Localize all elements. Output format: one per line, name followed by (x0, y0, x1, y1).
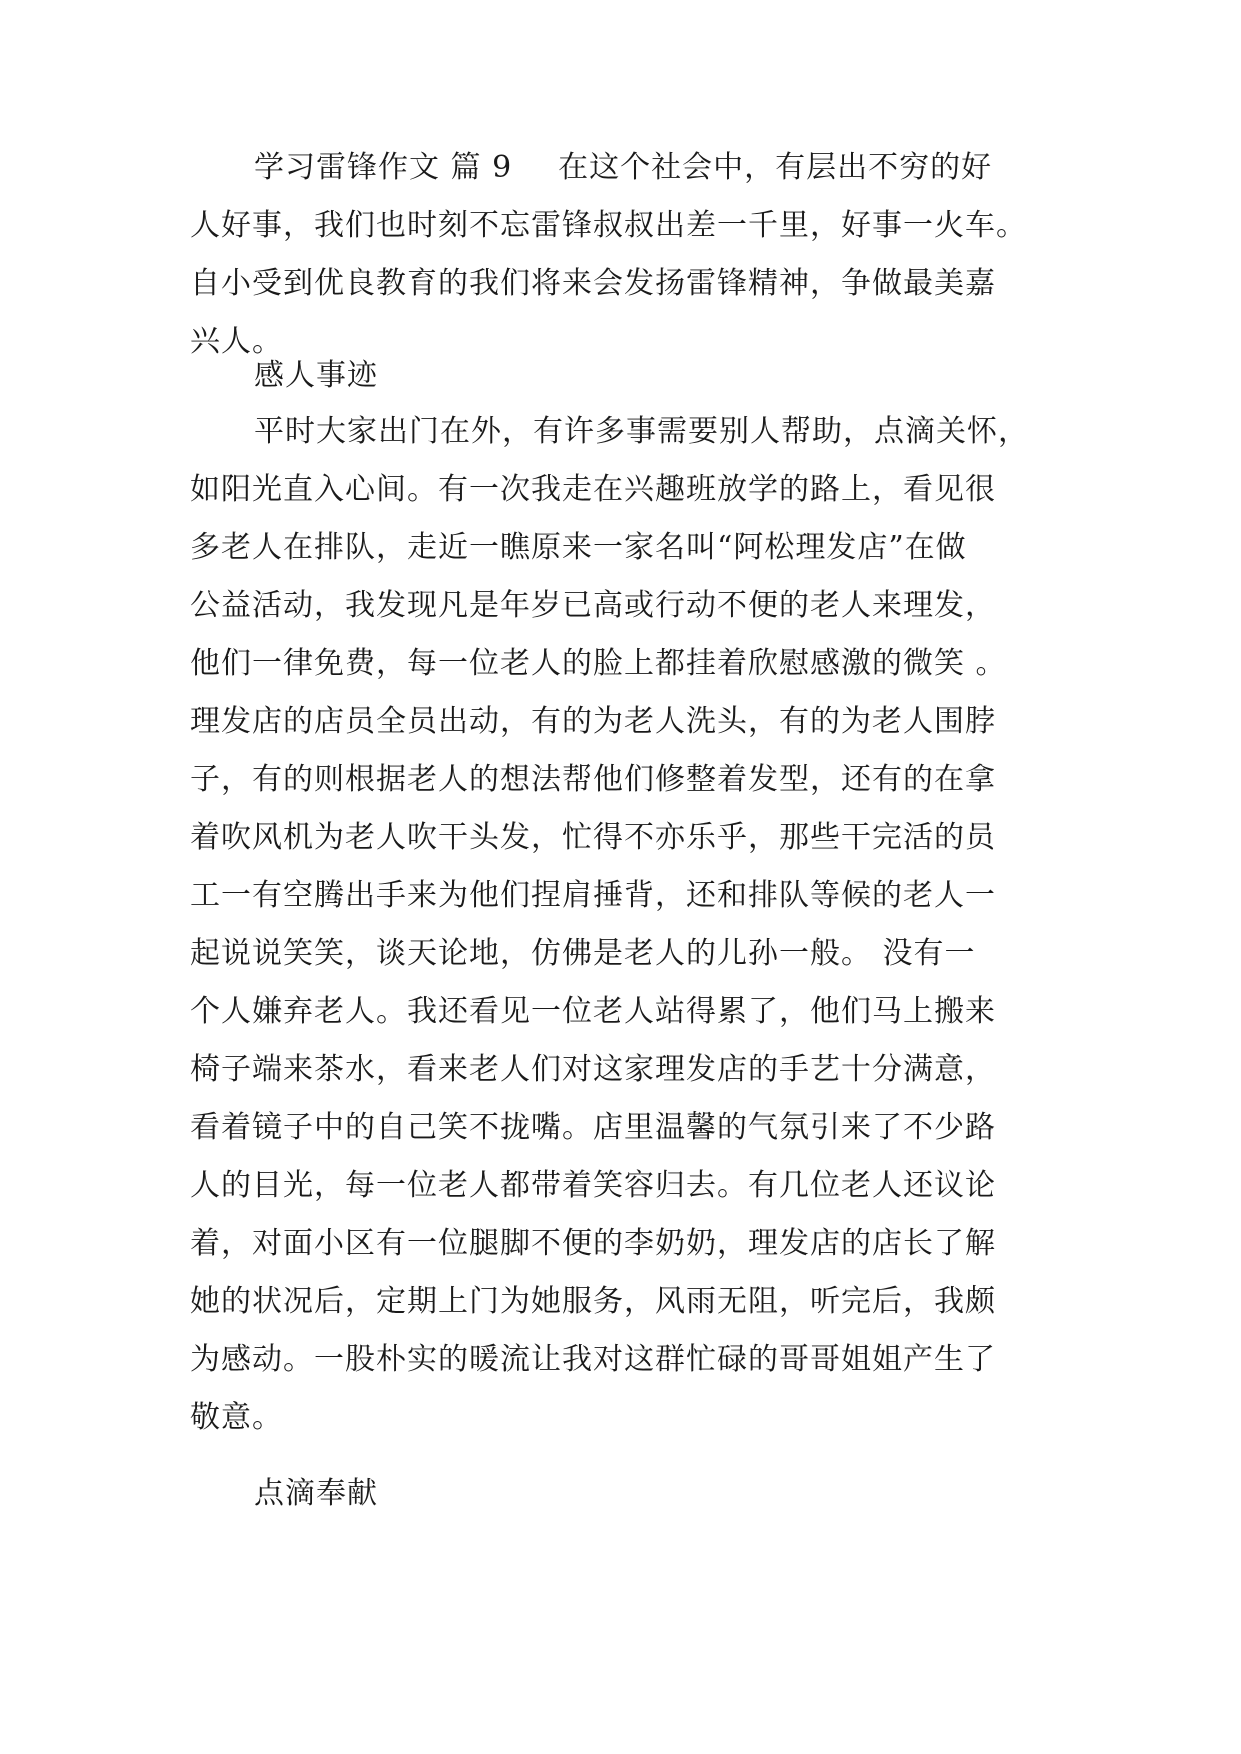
story-line: 如阳光直入心间。有一次我走在兴趣班放学的路上，看见很 (190, 472, 996, 507)
section-heading-text: 感人事迹 (254, 358, 378, 393)
story-line: 理发店的店员全员出动，有的为老人洗头，有的为老人围脖 (190, 704, 996, 739)
section-heading-small-contributions (190, 1465, 1050, 1523)
story-line: 工一有空腾出手来为他们捏肩捶背，还和排队等候的老人一 (190, 878, 996, 913)
intro-line: 人好事，我们也时刻不忘雷锋叔叔出差一千里，好事一火车。 (190, 208, 1027, 243)
story-paragraph (190, 403, 1050, 1447)
section-heading-text: 点滴奉献 (254, 1476, 378, 1511)
story-line: 起说说笑笑，谈天论地，仿佛是老人的儿孙一般。 没有一 (190, 936, 976, 971)
intro-first-line-text: 在这个社会中，有层出不穷的好 (558, 150, 993, 185)
essay-title: 学习雷锋作文 篇 9 (254, 150, 513, 185)
story-line: 多老人在排队，走近一瞧原来一家名叫“阿松理发店”在做 (190, 530, 967, 565)
story-line: 公益活动，我发现凡是年岁已高或行动不便的老人来理发， (190, 588, 996, 623)
story-line: 个人嫌弃老人。我还看见一位老人站得累了，他们马上搬来 (190, 994, 996, 1029)
story-line: 敬意。 (190, 1400, 283, 1435)
intro-first-line (190, 139, 1050, 197)
story-line: 着，对面小区有一位腿脚不便的李奶奶，理发店的店长了解 (190, 1226, 996, 1261)
story-line: 他们一律免费，每一位老人的脸上都挂着欣慰感激的微笑 。 (190, 646, 1007, 681)
intro-paragraph (190, 139, 1050, 371)
intro-line: 自小受到优良教育的我们将来会发扬雷锋精神，争做最美嘉 (190, 266, 996, 301)
story-line: 人的目光，每一位老人都带着笑容归去。有几位老人还议论 (190, 1168, 996, 1203)
story-line: 看着镜子中的自己笑不拢嘴。店里温馨的气氛引来了不少路 (190, 1110, 996, 1145)
story-line: 子，有的则根据老人的想法帮他们修整着发型，还有的在拿 (190, 762, 996, 797)
story-line: 平时大家出门在外，有许多事需要别人帮助，点滴关怀， (254, 414, 1029, 449)
intro-line: 兴人。 (190, 324, 283, 359)
story-line: 着吹风机为老人吹干头发，忙得不亦乐乎，那些干完活的员 (190, 820, 996, 855)
story-line: 为感动。一股朴实的暖流让我对这群忙碌的哥哥姐姐产生了 (190, 1342, 996, 1377)
section-heading-touching-deeds (190, 347, 1050, 405)
story-line: 椅子端来茶水，看来老人们对这家理发店的手艺十分满意， (190, 1052, 996, 1087)
story-line: 她的状况后，定期上门为她服务，风雨无阻，听完后，我颇 (190, 1284, 996, 1319)
